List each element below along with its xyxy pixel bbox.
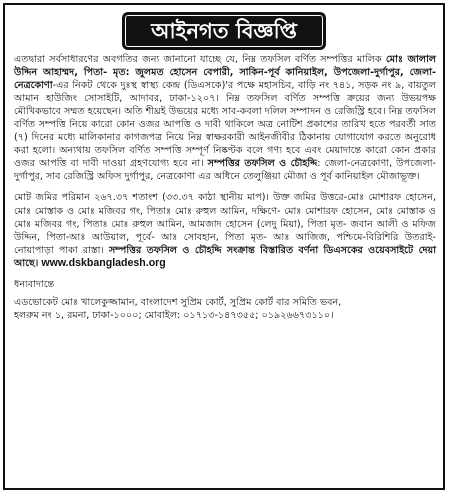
para1-intro: এতদ্বারা সর্বসাধারণের অবগতির জন্য জানানো যাচ্ছে যে, নিম্ন তফসিল বর্ণিত সম্পত্তির মালিক bbox=[14, 54, 386, 65]
notice-title: আইনগত বিজ্ঞপ্তি bbox=[122, 12, 326, 50]
land-boundaries: মোট জমির পরিমান ২৬৭.৩৭ শতাংশ (৩৩.৩৭ কাঠা স্থানীয় মাপ)। উক্ত জমির উত্তরে-মোঃ মোশারফ হোসেন, মোঃ মোস্তাক ও মোঃ মজিবর গং, পিতাঃ মোঃ রুহুল আমিন, দক্ষিণে- মোঃ মোশারফ হোসেন, মোঃ মোস্তাক ও মোঃ মজিবর গং, পিতাঃ মোঃ রুহুল আমিন, আমজাদ হোসেন (লেদু মিয়া), পিতা মৃত- জবান আলী ও মফিজ উদ্দিন, পিতা-আঃ আউয়াল, পূর্বে- আঃ সোবহান, পিতা মৃত- আঃ আজিজ, পশ্চিমে-বিরিশিরি উতরাই-নোয়াপাড়া পাকা রাস্তা। bbox=[14, 192, 436, 256]
signature-line-1: এডভোকেট মোঃ খালেকুজ্জামান, বাংলাদেশ সুপ্রিম কোর্ট, সুপ্রিম কোর্ট বার সমিতি ভবন, bbox=[14, 296, 342, 308]
para1-body: -এর নিকট থেকে দুঃস্থ স্বাস্থ্য কেন্দ্র (ডিএসকে)'র পক্ষে মহাসচিব, বাড়ি নং ৭৪১, সড়ক নং ৯, বায়তুল আমান হাউজিং সোসাইটি, আদাবর, ঢাকা-১২০৭। নিম্ন তফসিল বর্ণিত সম্পত্তি ক্রয়ের জন্য উভয়পক্ষ মৌখিকভাবে সম্মত হয়েছেন। অতি শীঘ্রই উভয়ের মধ্যে সাব-কবলা দলিল সম্পাদন ও রেজিস্ট্রি হবে। নিম্ন তফসিল বর্ণিত সম্পত্তি নিয়ে কারো কোন ওজর আপত্তি ও দাবী থাকিলে অত্র নোটিশ প্রকাশের তারিখ হতে পরবর্তী সাত (৭) দিনের মধ্যে মালিকানার কাগজপত্র নিয়ে নিম্ন স্বাক্ষরকারী আইনজীবীর ঠিকানায় যোগাযোগ করতে অনুরোধ করা হলো। অন্যথায় তফসিল বর্ণিত সম্পত্তি সম্পূর্ণ নিষ্কণ্টক বলে গণ্য হবে এবং মেয়াদান্তে কারো কোন প্রকার ওজর আপত্তি বা দাবী দাওয়া গ্রহণযোগ্য হবে না। bbox=[14, 80, 436, 170]
spacer bbox=[14, 270, 436, 278]
closing-text: ধন্যবাদান্তে bbox=[14, 278, 55, 290]
notice-body bbox=[14, 53, 436, 322]
website-link: www.dskbangladesh.org bbox=[41, 256, 166, 269]
para1-schedule: : জেলা-নেত্রকোণা, উপজেলা-দুর্গাপুর, সাব রেজিস্ট্রি অফিস দুর্গাপুর, নেত্রকোণা এর অধিনে তেলুঞ্জিয়া মৌজা ও পূর্ব কানিয়াইল মৌজাভূক্ত। bbox=[14, 158, 436, 183]
details-note: সম্পত্তির তফসিল ও চৌহদ্দি সংক্রান্ত বিস্তারিত বর্ণনা ডিএসকের ওয়েবসাইটে দেয়া আছে। bbox=[14, 244, 436, 269]
schedule-heading: সম্পত্তির তফসিল ও চৌহদ্দি bbox=[207, 158, 318, 170]
notice-paragraph-2 bbox=[14, 191, 436, 269]
owner-details: মোঃ জালাল উদ্দিন আহাম্মদ, পিতা- মৃত: জুলমত হোসেন বেপারী, সাকিন-পূর্ব কানিয়াইল, উপজেলা-দুর্গাপুর, জেলা- নেত্রকোণা bbox=[14, 54, 437, 92]
notice-paragraph-1 bbox=[14, 53, 436, 183]
title-banner bbox=[5, 12, 443, 48]
legal-notice-frame bbox=[3, 3, 445, 490]
spacer bbox=[14, 183, 436, 191]
signature-line-2: হলরুম নং ১, রমনা, ঢাকা-১০০০; মোবাইল: ০১৭১৩-১৪৭৩৫৫; ০১৯২৬৬৭৩১১০। bbox=[14, 309, 334, 321]
